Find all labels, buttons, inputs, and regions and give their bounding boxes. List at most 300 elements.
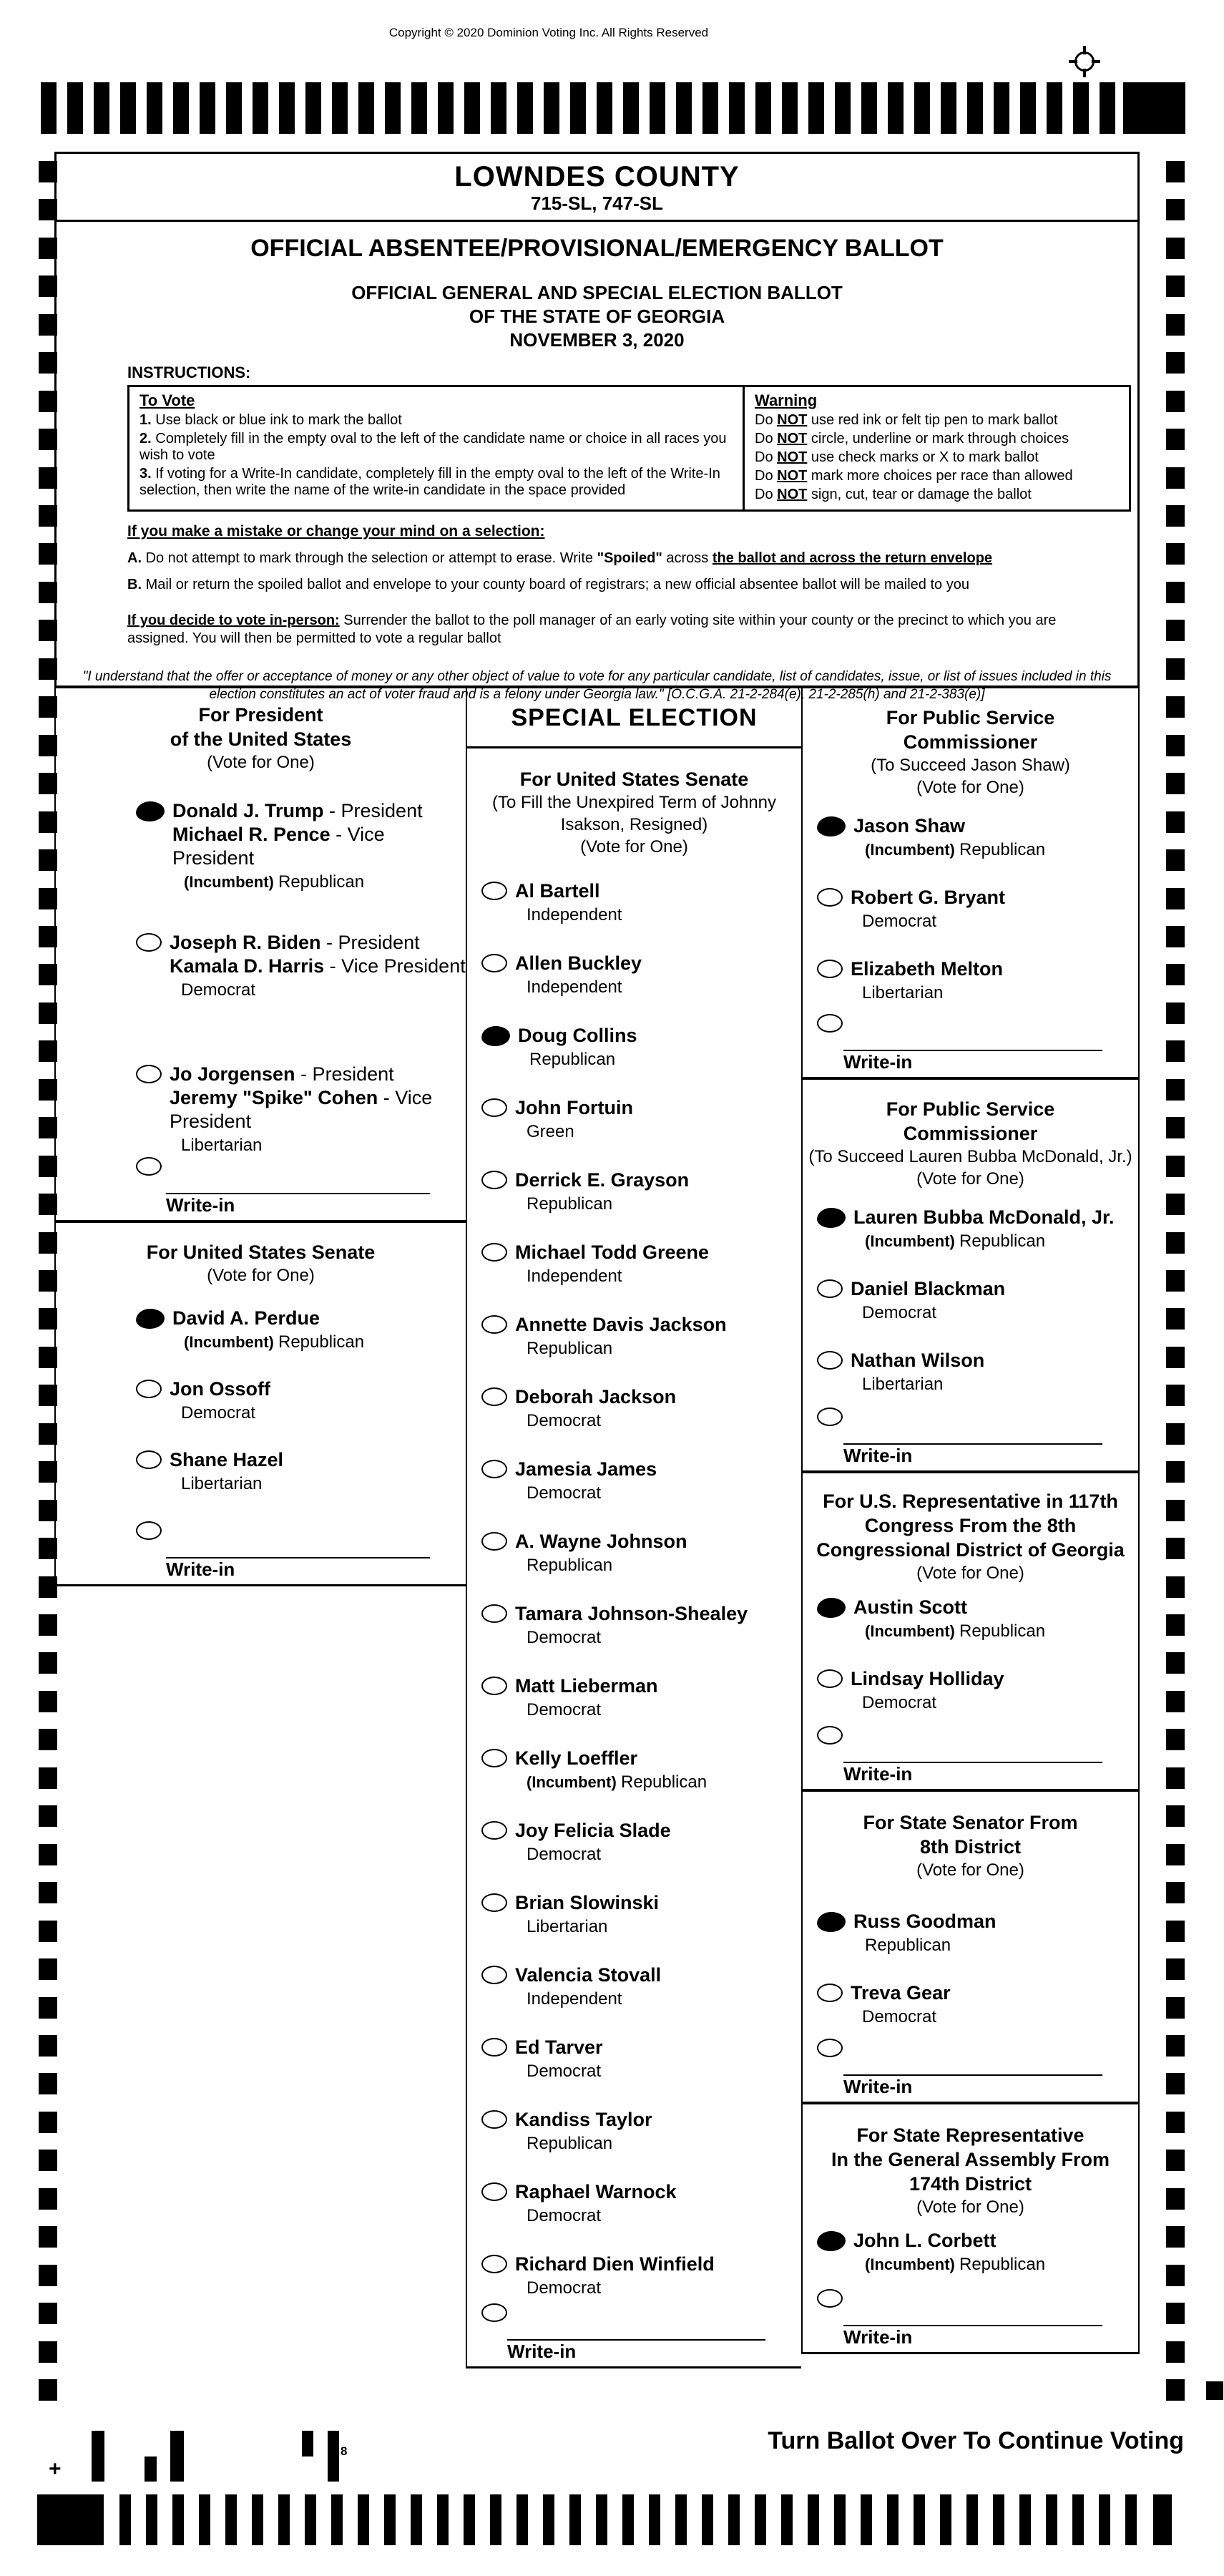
timing-mark	[1166, 2379, 1185, 2401]
contest-subtitle-line: (To Succeed Lauren Bubba McDonald, Jr.)	[808, 1147, 1132, 1166]
candidate-party: Independent	[527, 1989, 622, 2009]
candidate-name: Ed Tarver	[515, 2036, 603, 2058]
candidate-row	[56, 1448, 466, 1519]
oval-write-in[interactable]	[817, 2289, 843, 2308]
election-title-line: OF THE STATE OF GEORGIA	[469, 306, 725, 327]
oval-a-wayne-johnson[interactable]	[481, 1532, 507, 1551]
timing-mark	[1166, 352, 1185, 374]
oval-write-in[interactable]	[136, 1521, 162, 1540]
candidate-row	[467, 1602, 801, 1674]
oval-deborah-jackson[interactable]	[481, 1387, 507, 1406]
timing-mark	[1166, 1079, 1185, 1101]
candidate-row	[467, 2253, 801, 2325]
contest-header	[56, 1223, 466, 1287]
oval-write-in[interactable]	[817, 1407, 843, 1426]
timing-mark	[1166, 888, 1185, 909]
candidate-text	[515, 1747, 707, 1792]
scan-mark	[145, 2457, 157, 2482]
scan-mark	[170, 2431, 184, 2482]
write-in-label: Write-in	[507, 2341, 577, 2362]
timing-mark	[1166, 1729, 1185, 1750]
oval-jo-jorgensen[interactable]	[136, 1065, 162, 1083]
candidate-name: Doug Collins	[518, 1025, 637, 1046]
oval-write-in[interactable]	[817, 1014, 843, 1033]
oval-donald-j-trump[interactable]	[135, 801, 165, 822]
vote-for-line: (Vote for One)	[916, 1169, 1024, 1189]
timing-mark	[1166, 1652, 1185, 1674]
timing-mark	[1166, 1921, 1185, 1942]
oval-write-in[interactable]	[481, 2303, 507, 2322]
oval-ed-tarver[interactable]	[481, 2038, 507, 2057]
bottom-barcode-end-block	[1153, 2494, 1172, 2545]
candidate-name: Michael Todd Greene	[515, 1241, 710, 1263]
candidate-name: Allen Buckley	[515, 952, 642, 974]
timing-mark	[1166, 849, 1185, 871]
candidate-party: Democrat	[527, 1628, 602, 1647]
warning-item: Do NOT mark more choices per race than allowed	[755, 468, 1073, 484]
contest-for-u-s-representative-in-117th-congress-from-the-8th-congressional-district-of-georgia	[801, 1470, 1140, 1789]
contest-for-public-service-commissioner	[801, 1077, 1140, 1470]
timing-mark	[1166, 1002, 1185, 1024]
oval-kelly-loeffler[interactable]	[481, 1749, 507, 1767]
candidate-text	[515, 1963, 661, 2009]
contest-title-line: For United States Senate	[519, 769, 749, 790]
candidate-row	[467, 1241, 801, 1313]
candidate-name: Daniel Blackman	[851, 1278, 1006, 1299]
write-in-label: Write-in	[843, 2326, 913, 2348]
candidate-row	[803, 1667, 1138, 1739]
contest-header	[803, 2104, 1138, 2218]
timing-mark	[1166, 1500, 1185, 1521]
candidate-list	[803, 1206, 1138, 1420]
oval-annette-davis-jackson[interactable]	[481, 1315, 507, 1334]
ballot-column-1	[54, 686, 466, 1586]
candidate-row	[467, 1891, 801, 1963]
candidate-name: Jason Shaw	[853, 815, 966, 836]
candidate-list	[56, 799, 466, 1194]
contest-title-line: For President	[198, 704, 323, 726]
contest-header	[803, 1473, 1138, 1584]
timing-mark	[1166, 2035, 1185, 2057]
contest-header	[803, 1792, 1138, 1881]
candidate-row	[56, 1063, 466, 1194]
candidate-name-2: Kamala D. Harris - Vice President	[170, 955, 466, 977]
timing-mark	[1166, 505, 1185, 527]
candidate-name: Jo Jorgensen - President	[170, 1063, 394, 1085]
timing-mark	[39, 1844, 57, 1865]
timing-mark	[39, 1652, 57, 1674]
county-name: LOWNDES COUNTY	[454, 161, 740, 192]
ballot-header-box	[54, 152, 1140, 702]
timing-mark	[1166, 2303, 1185, 2324]
candidate-text	[515, 1313, 727, 1359]
candidate-text	[853, 1206, 1115, 1252]
candidate-row	[467, 2036, 801, 2108]
candidate-name: Jon Ossoff	[170, 1378, 271, 1400]
write-in-label: Write-in	[166, 1558, 235, 1580]
timing-mark	[1166, 1423, 1185, 1445]
plus-alignment-mark: +	[49, 2457, 62, 2481]
contest-title-line: For Public Service	[886, 707, 1055, 728]
candidate-name: Derrick E. Grayson	[515, 1169, 690, 1191]
election-title-line: NOVEMBER 3, 2020	[509, 329, 685, 351]
candidate-name: Deborah Jackson	[515, 1386, 677, 1407]
candidate-text	[851, 1349, 984, 1395]
candidate-text	[515, 1530, 687, 1576]
contest-title-line: For U.S. Representative in 117th	[823, 1491, 1118, 1512]
timing-mark	[39, 2341, 57, 2363]
candidate-name: Raphael Warnock	[515, 2181, 677, 2202]
top-timing-barcode	[41, 82, 1123, 134]
candidate-row	[467, 1963, 801, 2036]
oval-doug-collins[interactable]	[481, 1025, 510, 1047]
oval-robert-g-bryant[interactable]	[817, 888, 843, 907]
timing-mark	[1166, 2226, 1185, 2248]
to-vote-item: 1. Use black or blue ink to mark the ballot	[139, 412, 402, 428]
candidate-text	[515, 1241, 709, 1287]
contest-title-line: Congressional District of Georgia	[816, 1539, 1125, 1561]
candidate-text	[170, 1063, 466, 1156]
candidate-party: Democrat	[527, 1845, 602, 1864]
oval-write-in[interactable]	[136, 1157, 162, 1176]
scan-mark	[92, 2431, 104, 2482]
timing-mark	[1166, 964, 1185, 985]
bottom-timing-barcode	[119, 2494, 1152, 2545]
candidate-name: Lauren Bubba McDonald, Jr.	[853, 1206, 1115, 1228]
candidate-text	[853, 1596, 1045, 1641]
contest-subtitle-line: (To Fill the Unexpired Term of Johnny	[491, 793, 777, 812]
ballot-column-3	[801, 686, 1140, 2354]
candidate-party: Democrat	[862, 912, 937, 931]
timing-mark	[39, 1729, 57, 1750]
contest-title-line: For United States Senate	[146, 1241, 376, 1263]
candidate-party: Democrat	[527, 1483, 602, 1503]
registration-crosshair-icon	[1069, 46, 1100, 77]
timing-mark	[1166, 1461, 1185, 1483]
timing-mark	[39, 1805, 57, 1827]
candidate-text	[172, 1307, 364, 1352]
candidate-row	[467, 1458, 801, 1530]
timing-mark	[1166, 1691, 1185, 1712]
voter-fraud-oath: "I understand that the offer or acceptance of money or any other object of value to vote for any particular candidate, list of candidates, issue, or list of issues included in this election constitutes an act of voter fraud and is a felony under Georgia law." [O.C.G.A. 21-2-284(e), 21-2-285(h) and 21-2-383(e)]	[82, 669, 1112, 702]
warning-item: Do NOT use check marks or X to mark ballot	[755, 449, 1039, 465]
timing-mark	[1166, 1232, 1185, 1254]
oval-shane-hazel[interactable]	[136, 1450, 162, 1469]
contest-subtitle-line: Isakson, Resigned)	[560, 815, 708, 834]
candidate-name: Lindsay Holliday	[851, 1668, 1004, 1689]
contest-title-line: For State Senator From	[863, 1812, 1078, 1833]
timing-mark	[39, 2379, 57, 2401]
candidate-text	[853, 1910, 997, 1956]
candidate-text	[515, 1891, 659, 1937]
candidate-row	[803, 1596, 1138, 1667]
to-vote-panel	[129, 387, 745, 509]
timing-mark	[1166, 735, 1185, 756]
oval-russ-goodman[interactable]	[816, 1911, 846, 1933]
timing-mark	[1166, 1117, 1185, 1138]
candidate-name: John L. Corbett	[853, 2230, 997, 2251]
candidate-text	[515, 1096, 633, 1142]
timing-mark	[39, 1614, 57, 1636]
oval-austin-scott[interactable]	[816, 1597, 846, 1619]
candidate-text	[515, 1385, 676, 1431]
timing-mark	[1166, 773, 1185, 794]
bottom-barcode-start-block	[37, 2494, 104, 2545]
candidate-row	[467, 1747, 801, 1819]
contest-for-president-of-the-united-states	[54, 686, 466, 1220]
warning-panel	[745, 387, 1129, 509]
oval-joy-felicia-slade[interactable]	[481, 1821, 507, 1840]
timing-mark	[39, 2150, 57, 2171]
oval-jon-ossoff[interactable]	[136, 1380, 162, 1398]
oval-al-bartell[interactable]	[481, 882, 507, 900]
oval-nathan-wilson[interactable]	[817, 1351, 843, 1370]
oval-write-in[interactable]	[817, 2039, 843, 2057]
timing-mark	[1166, 811, 1185, 833]
timing-mark	[1166, 1040, 1185, 1062]
oval-elizabeth-melton[interactable]	[817, 960, 843, 978]
turn-ballot-over-text: Turn Ballot Over To Continue Voting	[768, 2427, 1184, 2454]
candidate-row	[467, 1674, 801, 1747]
contest-for-united-states-senate	[466, 748, 801, 2368]
contest-title-line: Commissioner	[903, 731, 1038, 753]
instructions-label: INSTRUCTIONS:	[127, 364, 251, 381]
candidate-text	[515, 2036, 603, 2082]
timing-mark	[1166, 620, 1185, 641]
candidate-list	[56, 1307, 466, 1519]
timing-mark	[1166, 1308, 1185, 1330]
special-election-banner	[466, 686, 801, 748]
timing-mark	[39, 1997, 57, 2019]
candidate-text	[515, 2180, 677, 2226]
timing-mark	[1166, 696, 1185, 718]
candidate-name: Nathan Wilson	[851, 1350, 985, 1371]
vote-for-line: (Vote for One)	[916, 1860, 1024, 1880]
candidate-row	[803, 2229, 1138, 2301]
timing-mark	[39, 1691, 57, 1712]
election-title	[57, 281, 1137, 352]
timing-mark	[1166, 1270, 1185, 1292]
candidate-list	[803, 1910, 1138, 2053]
timing-mark	[1166, 1997, 1185, 2019]
timing-mark	[1166, 2150, 1185, 2171]
candidate-text	[515, 879, 622, 925]
timing-mark	[1166, 391, 1185, 412]
oval-daniel-blackman[interactable]	[817, 1279, 843, 1298]
candidate-party: Republican	[527, 2134, 613, 2153]
warning-item: Do NOT use red ink or felt tip pen to mark ballot	[755, 412, 1058, 428]
candidate-party: (Incumbent) Republican	[865, 1621, 1046, 1641]
timing-mark	[1166, 543, 1185, 565]
timing-mark	[39, 1767, 57, 1789]
candidate-text	[853, 2229, 1045, 2275]
oval-brian-slowinski[interactable]	[481, 1893, 507, 1912]
candidate-name: Richard Dien Winfield	[515, 2253, 715, 2275]
candidate-list	[803, 1596, 1138, 1739]
candidate-name: Shane Hazel	[170, 1449, 284, 1470]
timing-mark	[1166, 1576, 1185, 1598]
candidate-name: Matt Lieberman	[515, 1675, 658, 1697]
oval-valencia-stovall[interactable]	[481, 1966, 507, 1984]
warning-item: Do NOT sign, cut, tear or damage the ballot	[755, 487, 1032, 502]
candidate-party: Republican	[527, 1339, 613, 1358]
candidate-row	[467, 1024, 801, 1096]
candidate-party: Libertarian	[862, 1375, 944, 1394]
scan-mark	[302, 2431, 313, 2457]
timing-mark	[1166, 1767, 1185, 1789]
candidate-name: Tamara Johnson-Shealey	[515, 1603, 748, 1624]
oval-michael-todd-greene[interactable]	[481, 1243, 507, 1262]
timing-mark	[1166, 1844, 1185, 1865]
timing-mark	[39, 1921, 57, 1942]
candidate-text	[170, 1448, 283, 1494]
candidate-party: Libertarian	[181, 1136, 263, 1155]
candidate-party: Green	[527, 1122, 574, 1141]
candidate-list	[803, 2229, 1138, 2301]
candidate-text	[170, 1377, 270, 1423]
ballot-column-2	[466, 686, 801, 2368]
oval-matt-lieberman[interactable]	[481, 1677, 507, 1695]
stray-glyph: 8	[341, 2444, 348, 2458]
candidate-text	[515, 1169, 689, 1214]
candidate-party: Democrat	[181, 980, 256, 1000]
vote-for-line: (Vote for One)	[916, 1563, 1024, 1583]
timing-mark	[1166, 2265, 1185, 2286]
timing-mark	[1166, 1194, 1185, 1215]
candidate-party: Democrat	[527, 2062, 602, 2081]
oval-richard-dien-winfield[interactable]	[481, 2255, 507, 2273]
candidate-text	[851, 1667, 1004, 1713]
timing-mark	[1166, 2073, 1185, 2094]
contest-title-line: For Public Service	[886, 1098, 1055, 1120]
contest-for-public-service-commissioner	[801, 686, 1140, 1077]
oval-joseph-r-biden[interactable]	[136, 933, 162, 952]
vote-for-line: (Vote for One)	[916, 778, 1024, 797]
oval-raphael-warnock[interactable]	[481, 2182, 507, 2201]
write-in-label: Write-in	[843, 1763, 913, 1785]
candidate-row	[803, 1206, 1138, 1277]
oval-john-fortuin[interactable]	[481, 1098, 507, 1117]
candidate-text	[853, 814, 1045, 860]
timing-mark	[1166, 658, 1185, 680]
candidate-text	[851, 1981, 951, 2027]
precinct-codes: 715-SL, 747-SL	[531, 192, 663, 214]
candidate-name: Kandiss Taylor	[515, 2109, 652, 2130]
candidate-row	[467, 1169, 801, 1241]
candidate-row	[56, 1377, 466, 1448]
contest-title-line: 174th District	[909, 2173, 1032, 2195]
timing-mark	[1166, 1347, 1185, 1368]
candidate-text	[518, 1024, 637, 1070]
candidate-list	[803, 814, 1138, 1029]
candidate-party: Republican	[529, 1050, 616, 1069]
oval-derrick-e-grayson[interactable]	[481, 1171, 507, 1189]
candidate-row	[803, 1349, 1138, 1420]
contest-header	[467, 748, 801, 858]
timing-mark	[1166, 1958, 1185, 1980]
candidate-name: Elizabeth Melton	[851, 958, 1004, 980]
timing-mark	[39, 1958, 57, 1980]
candidate-list	[467, 879, 801, 2325]
instructions-box	[127, 385, 1131, 512]
candidate-text	[515, 1458, 657, 1503]
top-timing-barcode-end-block	[1123, 82, 1185, 134]
candidate-text	[851, 957, 1003, 1003]
candidate-text	[515, 952, 642, 997]
candidate-party: Independent	[527, 1267, 622, 1286]
oval-write-in[interactable]	[817, 1726, 843, 1745]
oval-tamara-johnson-shealey[interactable]	[481, 1604, 507, 1623]
oval-treva-gear[interactable]	[817, 1984, 843, 2002]
oval-john-l-corbett[interactable]	[816, 2230, 846, 2252]
candidate-row	[467, 1096, 801, 1169]
mistake-step-b: B. Mail or return the spoiled ballot and envelope to your county board of registrars; a new official absentee ballot will be mailed to you	[127, 577, 969, 592]
candidate-name: Joy Felicia Slade	[515, 1820, 671, 1841]
candidate-row	[467, 1819, 801, 1891]
ballot-type-title: OFFICIAL ABSENTEE/PROVISIONAL/EMERGENCY BALLOT	[250, 235, 944, 262]
candidate-row	[467, 1313, 801, 1385]
warning-item: Do NOT circle, underline or mark through choices	[755, 431, 1069, 447]
contest-subtitle-line: (To Succeed Jason Shaw)	[871, 756, 1070, 775]
vote-for-line: (Vote for One)	[916, 2197, 1024, 2217]
candidate-party: Democrat	[527, 2206, 602, 2225]
candidate-name: Treva Gear	[851, 1982, 951, 2004]
candidate-party: Democrat	[181, 1403, 256, 1423]
contest-title-line: 8th District	[919, 1836, 1022, 1858]
to-vote-title: To Vote	[139, 391, 195, 409]
timing-mark	[39, 2303, 57, 2324]
oval-lindsay-holliday[interactable]	[817, 1669, 843, 1688]
timing-mark	[1166, 582, 1185, 603]
corner-mark	[1206, 2381, 1223, 2400]
contest-for-united-states-senate	[54, 1220, 466, 1586]
oval-jamesia-james[interactable]	[481, 1460, 507, 1478]
candidate-text	[515, 2253, 715, 2298]
candidate-name: Donald J. Trump - President	[172, 800, 423, 821]
timing-mark	[1166, 1156, 1185, 1177]
timing-mark	[39, 2112, 57, 2133]
candidate-name: Kelly Loeffler	[515, 1747, 638, 1769]
candidate-row	[803, 957, 1138, 1029]
vote-in-person-note: If you decide to vote in-person: Surrender the ballot to the poll manager of an early voting site within your county or the precinct to which you are assigned. You will then be permitted to vote a regular ballot	[127, 613, 1057, 646]
candidate-name: Valencia Stovall	[515, 1964, 662, 1986]
timing-mark	[1166, 1614, 1185, 1636]
timing-mark	[1166, 314, 1185, 336]
candidate-row	[467, 952, 801, 1024]
candidate-name-2: Jeremy "Spike" Cohen - Vice President	[170, 1087, 433, 1132]
oval-kandiss-taylor[interactable]	[481, 2110, 507, 2129]
timing-mark	[1166, 1538, 1185, 1559]
candidate-text	[172, 799, 466, 892]
candidate-party: Independent	[527, 977, 622, 997]
special-election-title: SPECIAL ELECTION	[511, 704, 758, 731]
candidate-row	[56, 1307, 466, 1377]
oval-jason-shaw[interactable]	[816, 816, 846, 837]
timing-mark	[1166, 1805, 1185, 1827]
contest-for-state-senator-from-8th-district	[801, 1789, 1140, 2102]
timing-mark	[1166, 2112, 1185, 2133]
candidate-row	[467, 879, 801, 952]
timing-mark	[39, 2035, 57, 2057]
oval-allen-buckley[interactable]	[481, 954, 507, 972]
vote-for-line: (Vote for One)	[207, 753, 315, 772]
candidate-text	[515, 1674, 658, 1720]
candidate-text	[851, 886, 1005, 932]
oval-david-a-perdue[interactable]	[135, 1308, 165, 1330]
candidate-name: Al Bartell	[515, 880, 600, 902]
oval-lauren-bubba-mcdonald-jr[interactable]	[816, 1207, 846, 1229]
candidate-row	[467, 2108, 801, 2180]
